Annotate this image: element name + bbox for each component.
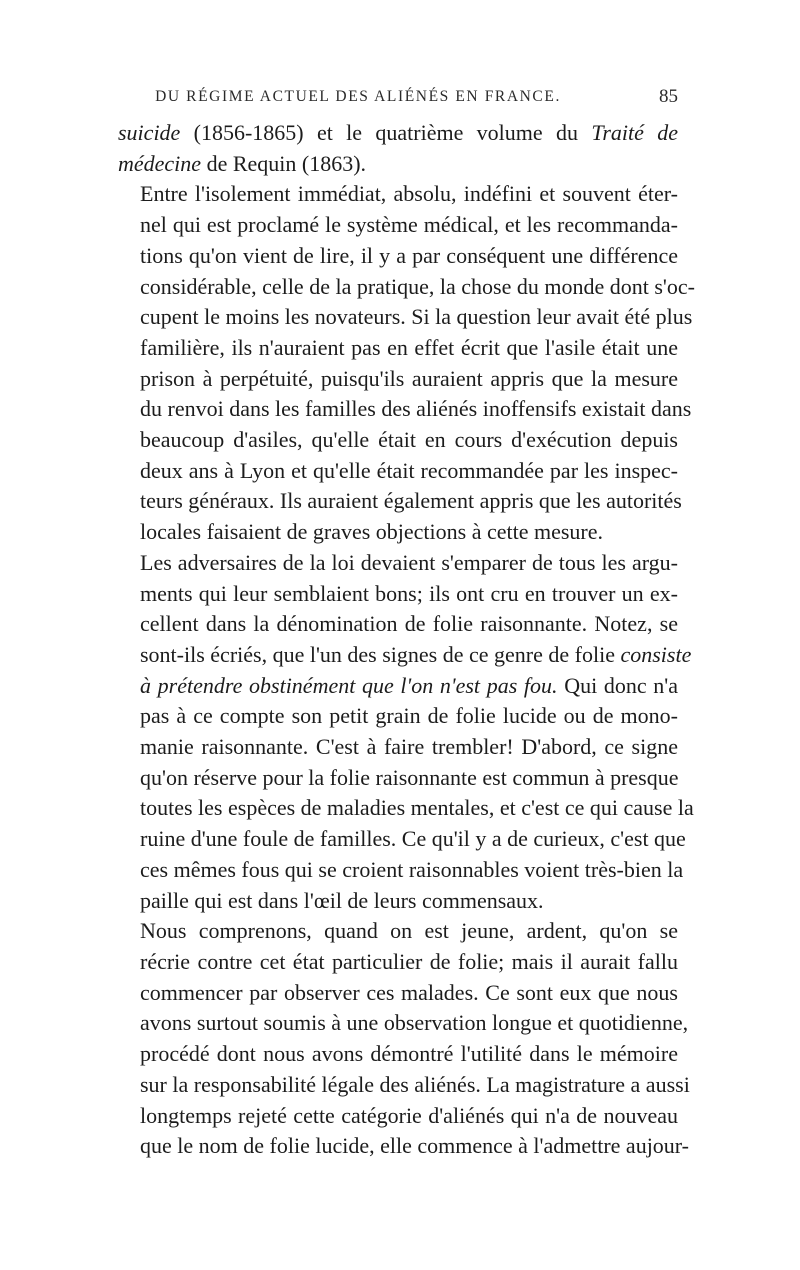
- text-line: [118, 947, 678, 978]
- text-line: [118, 456, 678, 487]
- text-segment: cupent le moins les novateurs. Si la question leur avait été plus: [140, 304, 693, 330]
- text-line: [118, 609, 678, 640]
- text-segment: ces mêmes fous qui se croient raisonnables voient très-bien la: [140, 856, 684, 882]
- text-segment: sur la responsabilité légale des aliénés. La magistrature a aussi: [140, 1071, 690, 1097]
- text-segment: familière, ils n'auraient pas en effet écrit que l'asile était une: [140, 334, 678, 360]
- text-line: [118, 364, 678, 395]
- paragraph: [118, 916, 690, 1162]
- text-segment: ments qui leur semblaient bons; ils ont cru en trouver un ex-: [140, 580, 678, 606]
- text-segment: Les adversaires de la loi devaient s'emparer de tous les argu-: [140, 549, 678, 575]
- text-segment: procédé dont nous avons démontré l'utilité dans le mémoire: [140, 1041, 678, 1067]
- text-line: [118, 855, 684, 886]
- page-number: 85: [659, 86, 678, 107]
- italic-text: Traité de: [591, 120, 678, 145]
- text-line: [118, 302, 693, 333]
- text-line: [118, 517, 678, 548]
- text-segment: (1856-1865) et le quatrième volume du: [180, 120, 592, 145]
- text-segment: locales faisaient de graves objections à cette mesure.: [140, 519, 604, 545]
- text-segment: de Requin (1863).: [201, 150, 367, 176]
- text-line: [118, 978, 678, 1009]
- text-line: [118, 333, 678, 364]
- text-line: [118, 1131, 690, 1162]
- body-text: [118, 118, 695, 1162]
- text-segment: beaucoup d'asiles, qu'elle était en cours d'exécution depuis: [140, 427, 678, 453]
- text-line: [118, 394, 692, 425]
- text-line: [118, 1101, 678, 1132]
- running-head: [118, 88, 678, 118]
- text-line: [118, 701, 678, 732]
- text-segment: sont-ils écriés, que l'un des signes de ce genre de folie: [140, 641, 621, 667]
- text-segment: considérable, celle de la pratique, la chose du monde dont s'oc-: [140, 273, 695, 299]
- text-segment: qu'on réserve pour la folie raisonnante est commun à presque: [140, 764, 679, 790]
- text-segment: avons surtout soumis à une observation longue et quotidienne,: [140, 1010, 689, 1036]
- italic-text: suicide: [118, 120, 181, 145]
- text-segment: longtemps rejeté cette catégorie d'aliénés qui n'a de nouveau: [140, 1102, 678, 1128]
- text-segment: paille qui est dans l'œil de leurs commensaux.: [140, 887, 544, 913]
- text-line: [118, 763, 678, 794]
- paragraph: [118, 548, 694, 916]
- text-line: [118, 886, 678, 917]
- text-line: [118, 486, 682, 517]
- text-line: [118, 210, 678, 241]
- text-line: [118, 179, 678, 210]
- text-line: [118, 732, 678, 763]
- text-line: [118, 1008, 689, 1039]
- text-line: [118, 671, 678, 702]
- text-segment: cellent dans la dénomination de folie raisonnante. Notez, se: [140, 611, 678, 637]
- paragraph: [118, 118, 678, 179]
- text-segment: ruine d'une foule de familles. Ce qu'il y a de curieux, c'est que: [140, 826, 686, 852]
- text-line: [118, 149, 678, 180]
- italic-text: consiste: [620, 641, 692, 667]
- text-segment: manie raisonnante. C'est à faire trembler! D'abord, ce signe: [140, 734, 678, 760]
- text-segment: Qui donc n'a: [557, 672, 678, 698]
- text-line: [118, 1039, 678, 1070]
- text-segment: prison à perpétuité, puisqu'ils auraient appris que la mesure: [140, 365, 678, 391]
- paragraph: [118, 179, 695, 547]
- text-segment: nel qui est proclamé le système médical, et les recommanda-: [140, 212, 678, 238]
- text-segment: que le nom de folie lucide, elle commence à l'admettre aujour-: [140, 1133, 690, 1159]
- text-segment: Nous comprenons, quand on est jeune, ardent, qu'on se: [140, 918, 678, 944]
- text-segment: pas à ce compte son petit grain de folie lucide ou de mono-: [140, 703, 678, 729]
- text-line: [118, 272, 695, 303]
- text-segment: commencer par observer ces malades. Ce sont eux que nous: [140, 979, 678, 1005]
- text-line: [118, 793, 694, 824]
- text-segment: deux ans à Lyon et qu'elle était recommandée par les inspec-: [140, 457, 678, 483]
- text-segment: tions qu'on vient de lire, il y a par conséquent une différence: [140, 242, 678, 268]
- text-line: [118, 579, 678, 610]
- text-line: [118, 425, 678, 456]
- text-segment: récrie contre cet état particulier de folie; mais il aurait fallu: [140, 948, 678, 974]
- text-line: [118, 824, 686, 855]
- italic-text: à prétendre obstinément que l'on n'est pas fou.: [140, 672, 558, 698]
- text-segment: toutes les espèces de maladies mentales, et c'est ce qui cause la: [140, 795, 694, 821]
- italic-text: médecine: [118, 150, 202, 176]
- text-line: [118, 548, 678, 579]
- running-title: DU RÉGIME ACTUEL DES ALIÉNÉS EN FRANCE.: [155, 88, 561, 105]
- text-segment: Entre l'isolement immédiat, absolu, indéfini et souvent éter-: [140, 181, 678, 207]
- text-segment: du renvoi dans les familles des aliénés inoffensifs existait dans: [140, 396, 692, 422]
- text-segment: teurs généraux. Ils auraient également appris que les autorités: [140, 488, 682, 514]
- text-line: [118, 916, 678, 947]
- text-line: [118, 241, 678, 272]
- text-line: [118, 118, 678, 149]
- text-line: [118, 1070, 690, 1101]
- text-line: [118, 640, 692, 671]
